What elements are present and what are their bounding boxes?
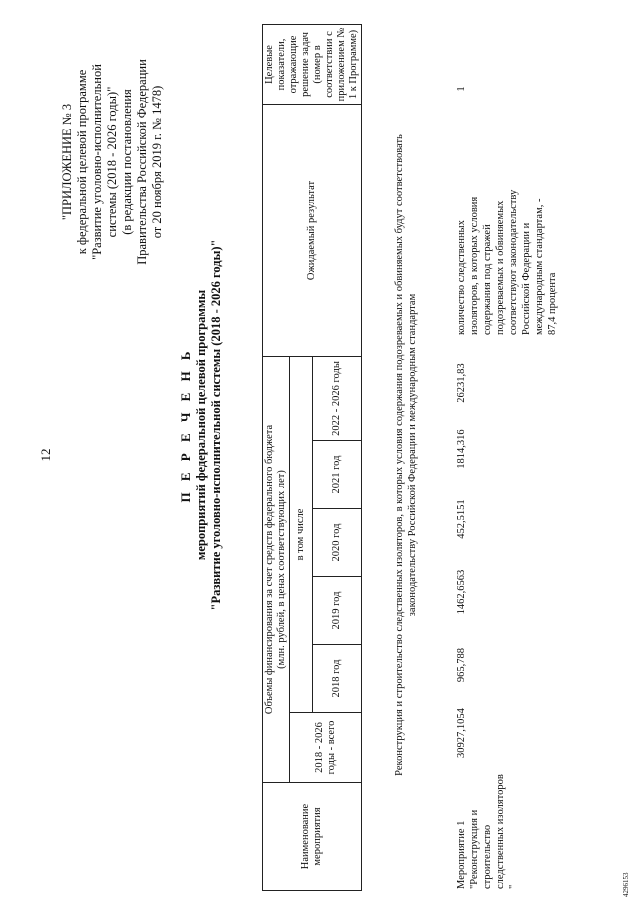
- funding-2020: 452,5151: [456, 499, 467, 539]
- document-code: 4296153: [622, 872, 630, 897]
- funding-2021: 1814,316: [456, 429, 467, 469]
- appendix-line: Правительства Российской Федерации: [135, 59, 149, 265]
- section-caption-line: законодательству Российской Федерации и международным стандартам: [407, 293, 418, 617]
- header-year-2018: 2018 год: [313, 645, 362, 713]
- header-year-2019: 2019 год: [313, 577, 362, 645]
- funding-2022-2026: 26231,83: [456, 363, 467, 403]
- expected-result: количество следственных изоляторов, в которых условия содержания под стражей подозреваемых и обвиняемых соответствуют законодательству Российской Федерации и международным стандартам, - 87,4 процента: [456, 189, 558, 335]
- header-activity-name: Наименование мероприятия: [263, 783, 362, 891]
- title-subtitle: мероприятий федеральной целевой программы: [194, 289, 208, 561]
- header-year-2022-2026: 2022 - 2026 годы: [313, 356, 362, 440]
- funding-total: 30927,1054: [456, 708, 467, 758]
- header-expected-result: Ожидаемый результат: [263, 104, 362, 356]
- header-year-2021: 2021 год: [313, 441, 362, 509]
- program-table-header: [262, 24, 362, 891]
- title-program-name: "Развитие уголовно-исполнительной системы (2018 - 2026 годы)": [209, 239, 223, 611]
- title-main: П Е Р Е Ч Е Н Ь: [178, 347, 193, 503]
- funding-2018: 965,788: [456, 647, 467, 683]
- target-indicator: 1: [456, 86, 467, 92]
- header-target-indicators: Целевые показатели, отражающие решение задач (номер в соответствии с приложением № 1 к Программе): [263, 24, 362, 104]
- appendix-title: "ПРИЛОЖЕНИЕ № 3: [60, 103, 74, 221]
- appendix-line: системы (2018 - 2026 годы)": [105, 86, 119, 238]
- appendix-line: от 20 ноября 2019 г. № 1478): [150, 85, 164, 239]
- section-caption-line: Реконструкция и строительство следственных изоляторов, в которых условия содержания подозреваемых и обвиняемых будут соответствовать: [394, 134, 405, 776]
- page-number: 12: [38, 448, 53, 462]
- appendix-line: "Развитие уголовно-исполнительной: [90, 64, 104, 260]
- funding-2019: 1462,6563: [456, 569, 467, 615]
- appendix-line: к федеральной целевой программе: [75, 69, 89, 255]
- header-total: 2018 - 2026 годы - всего: [290, 713, 362, 783]
- activity-name: Мероприятие 1 "Реконструкция и строительство следственных изоляторов ": [456, 774, 519, 889]
- document-title: [178, 145, 224, 705]
- appendix-line: (в редакции постановления: [120, 89, 134, 235]
- header-year-2020: 2020 год: [313, 509, 362, 577]
- header-funding-units: (млн. рублей, в ценах соответствующих лет): [276, 470, 287, 669]
- section-caption: [393, 25, 419, 885]
- appendix-header: [60, 37, 165, 287]
- table-row: [455, 25, 605, 891]
- header-funding-title: Объемы финансирования за счет средств федерального бюджета: [264, 424, 275, 715]
- header-funding: [263, 356, 290, 782]
- header-including: в том числе: [290, 356, 313, 712]
